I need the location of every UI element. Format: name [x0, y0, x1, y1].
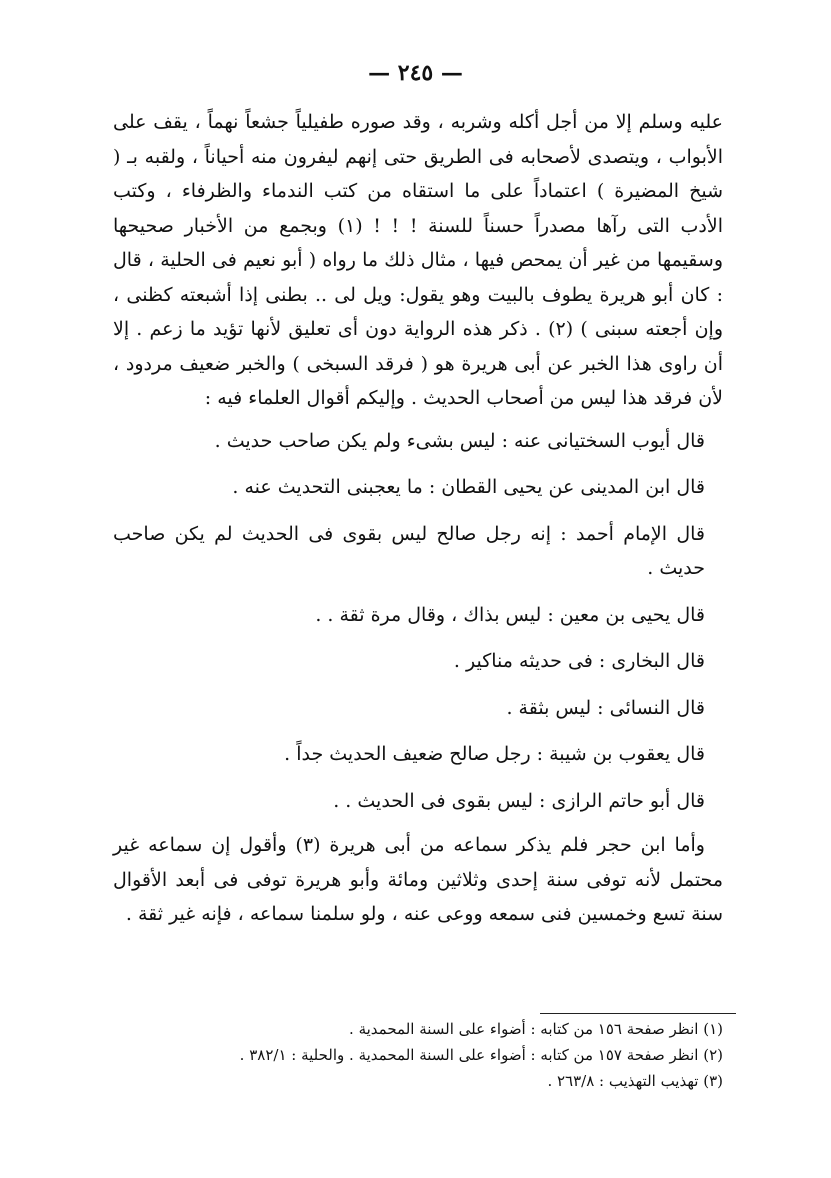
- quote-ahmad: قال الإمام أحمد : إنه رجل صالح ليس بقوى فى الحديث لم يكن صاحب حديث .: [113, 522, 705, 579]
- footnote-2: (٢) انظر صفحة ١٥٧ من كتابه : أضواء على السنة المحمدية . والحلية : ٣٨٢/١ .: [239, 1046, 723, 1064]
- quote-yaqub: قال يعقوب بن شيبة : رجل صالح ضعيف الحديث جداً .: [284, 743, 705, 765]
- footnote-1: (١) انظر صفحة ١٥٦ من كتابه : أضواء على السنة المحمدية .: [349, 1020, 723, 1038]
- main-text: [113, 105, 723, 932]
- intro-paragraph: عليه وسلم إلا من أجل أكله وشربه ، وقد صوره طفيلياً جشعاً نهماً ، يقف على الأبواب ، ويتصدى لأصحابه فى الطريق حتى إنهم ليفرون منه أحياناً ، ولقبه بـ ( شيخ المضيرة ) اعتماداً على ما استقاه من كتب الندماء والظرفاء ، وكتب الأدب التى رآها مصدراً حسناً للسنة ! ! ! (١) وبجمع من الأخبار صحيحها وسقيمها من غير أن يمحص فيها ، مثال ذلك ما رواه ( أبو نعيم فى الحلية ، قال : كان أبو هريرة يطوف بالبيت وهو يقول: ويل لى .. بطنى إذا أشبعته كظنى ، وإن أجعته سبنى ) (٢) . ذكر هذه الرواية دون أى تعليق لأنها تؤيد ما زعم . إلا أن راوى هذا الخبر عن أبى هريرة هو ( فرقد السبخى ) والخبر ضعيف مردود ، لأن فرقد هذا ليس من أصحاب الحديث . وإليكم أقوال العلماء فيه :: [113, 111, 723, 409]
- quote-ibn-main: قال يحيى بن معين : ليس بذاك ، وقال مرة ثقة . .: [315, 603, 705, 626]
- page-number: — ٢٤٥ —: [368, 60, 463, 86]
- closing-paragraph: وأما ابن حجر فلم يذكر سماعه من أبى هريرة (٣) وأقول إن سماعه غير محتمل لأنه توفى سنة إحدى وثلاثين ومائة وأبو هريرة توفى فى أبعد الأقوال سنة تسع وخمسين فنى سمعه ووعى عنه ، ولو سلمنا سماعه ، فإنه غير ثقة .: [113, 834, 723, 925]
- footnote-divider: [540, 1013, 736, 1014]
- quote-abu-hatim: قال أبو حاتم الرازى : ليس بقوى فى الحديث . .: [333, 789, 705, 812]
- footnotes: [113, 1016, 723, 1094]
- quote-ibn-madini: قال ابن المدينى عن يحيى القطان : ما يعجبنى التحديث عنه .: [232, 476, 705, 498]
- quote-ayyub: قال أيوب السختيانى عنه : ليس بشىء ولم يكن صاحب حديث .: [214, 429, 705, 452]
- footnote-3: (٣) تهذيب التهذيب : ٢٦٣/٨ .: [547, 1072, 723, 1090]
- quote-bukhari: قال البخارى : فى حديثه مناكير .: [453, 650, 705, 672]
- quote-nasai: قال النسائى : ليس بثقة .: [506, 696, 705, 719]
